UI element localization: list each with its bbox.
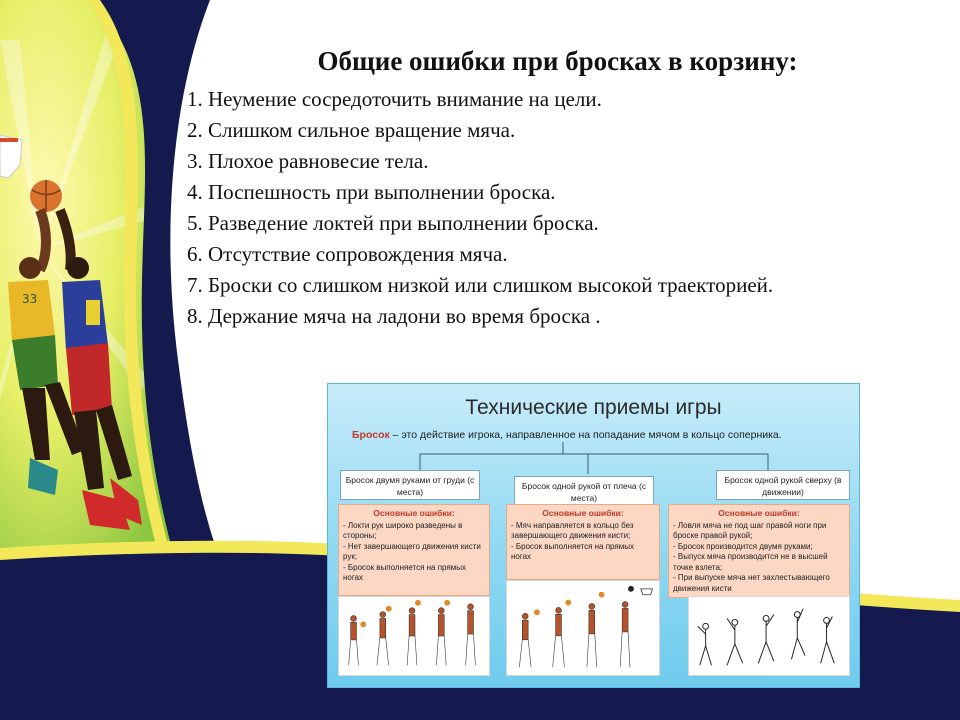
svg-text:33: 33 [22, 292, 38, 306]
error-item: - Бросок выполняется на прямых ногах [511, 541, 634, 561]
infographic-title: Технические приемы игры [465, 396, 722, 419]
error-item: - Локти рук широко разведены в стороны; [343, 520, 463, 540]
list-item: 6. Отсутствие сопровождения мяча. [187, 242, 508, 266]
errors-list [187, 84, 827, 332]
slide-title: Общие ошибки при бросках в корзину: [317, 46, 798, 76]
list-item: 1. Неумение сосредоточить внимание на цели. [187, 87, 602, 111]
errors-header: Основные ошибки: [373, 508, 455, 518]
errors-header: Основные ошибки: [718, 508, 800, 518]
error-item: - Бросок производится двумя руками; [673, 541, 813, 551]
list-item: 2. Слишком сильное вращение мяча. [187, 118, 516, 142]
technique-infographic [327, 383, 860, 688]
errors-box [338, 504, 490, 596]
throw-type-box: Бросок одной рукой от плеча (с места) [514, 476, 654, 506]
list-item: 5. Разведение локтей при выполнении броска. [187, 211, 599, 235]
throw-type-box: Бросок двумя руками от груди (с места) [340, 470, 480, 500]
chest-pass-illustration [338, 596, 490, 676]
error-item: - Нет завершающего движения кисти рук; [343, 541, 481, 561]
errors-box [668, 504, 850, 598]
list-item: 3. Плохое равновесие тела. [187, 149, 429, 173]
throw-definition [352, 429, 852, 441]
error-item: - Мяч направляется в кольцо без завершающего движения кисти; [511, 520, 634, 540]
layup-illustration [688, 596, 850, 676]
list-item: 7. Броски со слишком низкой или слишком высокой траекторией. [187, 273, 774, 297]
error-item: - Бросок выполняется на прямых ногах [343, 562, 466, 582]
player-jersey-number [22, 292, 37, 306]
errors-header: Основные ошибки: [542, 508, 624, 518]
errors-box [506, 504, 660, 580]
error-item: - При выпуске мяча нет захлестывающего движения кисти [673, 573, 830, 593]
list-item: 8. Держание мяча на ладони во время броска . [187, 304, 601, 328]
list-item: 4. Поспешность при выполнении броска. [187, 180, 556, 204]
error-item: - Ловля мяча не под шаг правой ноги при броске правой рукой; [673, 520, 827, 540]
definition-text: – это действие игрока, направленное на попадание мячом в кольцо соперника. [389, 429, 782, 441]
shoulder-throw-illustration [506, 580, 660, 676]
definition-keyword: Бросок [352, 429, 390, 441]
throw-type-box: Бросок одной рукой сверху (в движении) [716, 470, 850, 500]
error-item: - Выпуск мяча производится не в высшей точке взлета; [673, 552, 828, 572]
